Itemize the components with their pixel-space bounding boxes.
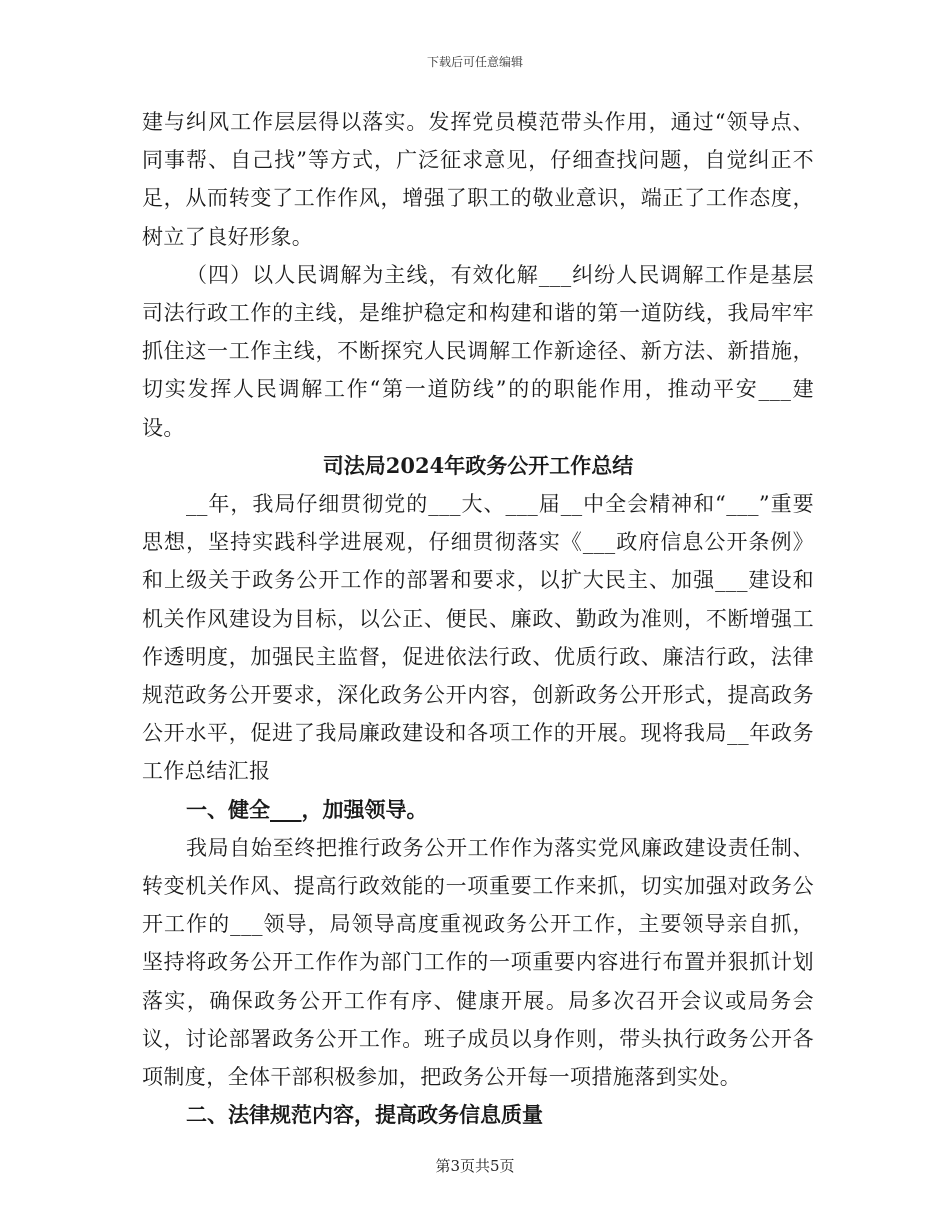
document-body — [142, 103, 814, 1134]
document-title: 司法局2024年政务公开工作总结 — [322, 452, 634, 478]
section-heading-2: 二、法律规范内容，提高政务信息质量 — [186, 1102, 543, 1128]
paragraph-intro: __年，我局仔细贯彻党的___大、___届__中全会精神和“___”重要思想，坚持实践科学进展观，仔细贯彻落实《___政府信息公开条例》和上级关于政务公开工作的部署和要求，以扩大民主、加强___建设和机关作风建设为目标，以公正、便民、廉政、勤政为准则，不断增强工作透明度，加强民主监督，促进依法行政、优质行政、廉洁行政，法律规范政务公开要求，深化政务公开内容，创新政务公开形式，提高政务公开水平，促进了我局廉政建设和各项工作的开展。现将我局__年政务工作总结汇报 — [142, 492, 814, 784]
paragraph-continuation: 建与纠风工作层层得以落实。发挥党员模范带头作用，通过“领导点、同事帮、自己找”等方式，广泛征求意见，仔细查找问题，自觉纠正不足，从而转变了工作作风，增强了职工的敬业意识，端正了工作态度，树立了良好形象。 — [142, 110, 814, 249]
page-header-note: 下载后可任意编辑 — [426, 55, 523, 69]
page-number: 第3页共5页 — [435, 1157, 515, 1175]
paragraph-mediation: （四）以人民调解为主线，有效化解___纠纷人民调解工作是基层司法行政工作的主线，是维护稳定和构建和谐的第一道防线，我局牢牢抓住这一工作主线，不断探究人民调解工作新途径、新方法、新措施，切实发挥人民调解工作“第一道防线”的的职能作用，推动平安___建设。 — [142, 262, 814, 440]
section-heading-1: 一、健全___，加强领导。 — [186, 796, 428, 822]
paragraph-leadership: 我局自始至终把推行政务公开工作作为落实党风廉政建设责任制、转变机关作风、提高行政效能的一项重要工作来抓，切实加强对政务公开工作的___领导，局领导高度重视政务公开工作，主要领导亲自抓，坚持将政务公开工作作为部门工作的一项重要内容进行布置并狠抓计划落实，确保政务公开工作有序、健康开展。局多次召开会议或局务会议，讨论部署政务公开工作。班子成员以身作则，带头执行政务公开各项制度，全体干部积极参加，把政务公开每一项措施落到实处。 — [142, 835, 814, 1090]
